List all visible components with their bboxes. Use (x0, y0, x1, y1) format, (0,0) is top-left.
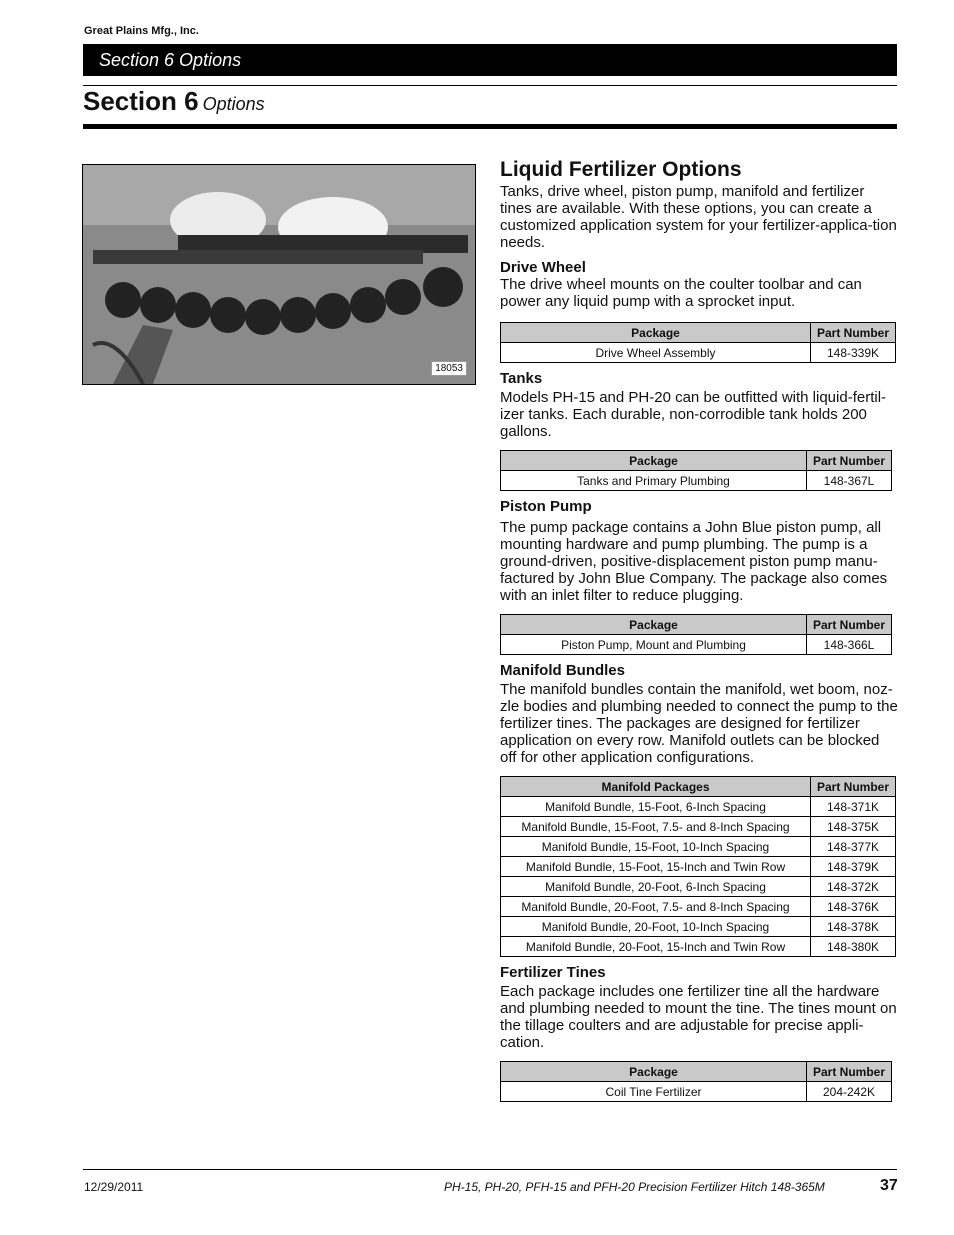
package-cell: Drive Wheel Assembly (501, 343, 811, 363)
column-header: Part Number (811, 323, 896, 343)
section-title-main: Section 6 (83, 86, 199, 116)
part-number-cell: 148-372K (811, 877, 896, 897)
part-number-cell: 148-379K (811, 857, 896, 877)
page-number: 37 (880, 1177, 898, 1194)
footer-document-title: PH-15, PH-20, PFH-15 and PFH-20 Precision Fertilizer Hitch 148-365M (444, 1180, 825, 1194)
table-row (501, 917, 896, 937)
part-number-cell: 148-339K (811, 343, 896, 363)
part-number-cell: 148-377K (811, 837, 896, 857)
part-number-cell: 148-376K (811, 897, 896, 917)
package-cell: Piston Pump, Mount and Plumbing (501, 635, 807, 655)
table-row (501, 635, 892, 655)
column-header: Part Number (807, 1062, 892, 1082)
package-cell: Manifold Bundle, 20-Foot, 10-Inch Spacing (501, 917, 811, 937)
column-header: Package (501, 615, 807, 635)
table-row (501, 877, 896, 897)
tanks-text: Models PH-15 and PH-20 can be outfitted with liquid-fertil-izer tanks. Each durable, non-corrodible tank holds 200 gallons. (500, 389, 887, 440)
table-row (501, 817, 896, 837)
table-row (501, 937, 896, 957)
drive-wheel-table (500, 322, 896, 363)
table-row (501, 837, 896, 857)
part-number-cell: 148-380K (811, 937, 896, 957)
package-cell: Tanks and Primary Plumbing (501, 471, 807, 491)
company-name: Great Plains Mfg., Inc. (84, 25, 199, 37)
package-cell: Manifold Bundle, 15-Foot, 10-Inch Spacing (501, 837, 811, 857)
content-column (500, 158, 898, 1102)
column-header: Part Number (811, 777, 896, 797)
part-number-cell: 204-242K (807, 1082, 892, 1102)
drive-wheel-heading: Drive Wheel (500, 259, 586, 276)
piston-pump-text: The pump package contains a John Blue piston pump, all mounting hardware and pump plumbing. The pump is a ground-driven, positive-displacement piston pump manu-factured by John Blue Company. The package also comes with an inlet filter to reduce plugging. (500, 519, 888, 604)
table-row (501, 897, 896, 917)
footer-date: 12/29/2011 (84, 1180, 144, 1194)
column-header: Part Number (807, 615, 892, 635)
table-row (501, 857, 896, 877)
part-number-cell: 148-367L (807, 471, 892, 491)
footer-rule (83, 1169, 897, 1170)
table-row (501, 797, 896, 817)
column-header: Manifold Packages (501, 777, 811, 797)
table-row (501, 1082, 892, 1102)
table-row (501, 343, 896, 363)
column-header: Package (501, 1062, 807, 1082)
tanks-table (500, 450, 892, 491)
part-number-cell: 148-378K (811, 917, 896, 937)
package-cell: Manifold Bundle, 15-Foot, 7.5- and 8-Inch Spacing (501, 817, 811, 837)
package-cell: Manifold Bundle, 20-Foot, 6-Inch Spacing (501, 877, 811, 897)
manifold-heading: Manifold Bundles (500, 662, 625, 679)
tanks-heading: Tanks (500, 370, 543, 387)
table-row (501, 471, 892, 491)
equipment-photo (82, 164, 476, 385)
manifold-text: The manifold bundles contain the manifold, wet boom, noz-zle bodies and plumbing needed to connect the pump to the fertilizer tines. The packages are designed for fertilizer application on every row. Manifold outlets can be blocked off for other application configurations. (500, 681, 898, 766)
manifold-table (500, 776, 896, 957)
fertilizer-tines-heading: Fertilizer Tines (500, 964, 606, 981)
package-cell: Manifold Bundle, 15-Foot, 6-Inch Spacing (501, 797, 811, 817)
drive-wheel-text: The drive wheel mounts on the coulter toolbar and can power any liquid pump with a sprocket input. (500, 276, 862, 310)
package-cell: Manifold Bundle, 20-Foot, 7.5- and 8-Inch Spacing (501, 897, 811, 917)
package-cell: Manifold Bundle, 15-Foot, 15-Inch and Twin Row (501, 857, 811, 877)
package-cell: Manifold Bundle, 20-Foot, 15-Inch and Twin Row (501, 937, 811, 957)
fertilizer-tines-text: Each package includes one fertilizer tine all the hardware and plumbing needed to mount the tine. The tines mount on the tillage coulters and are adjustable for precise appli-cation. (500, 983, 897, 1051)
part-number-cell: 148-375K (811, 817, 896, 837)
section-header-bar: Section 6 Options (83, 44, 897, 76)
piston-pump-table (500, 614, 892, 655)
intro-text: Tanks, drive wheel, piston pump, manifold and fertilizer tines are available. With these options, you can create a customized application system for your fertilizer-applica-tion needs. (500, 183, 897, 251)
piston-pump-heading: Piston Pump (500, 498, 592, 515)
content-title: Liquid Fertilizer Options (500, 158, 742, 181)
section-title-sub: Options (202, 94, 265, 114)
part-number-cell: 148-366L (807, 635, 892, 655)
section-title-rule (83, 124, 897, 129)
column-header: Package (501, 451, 807, 471)
part-number-cell: 148-371K (811, 797, 896, 817)
package-cell: Coil Tine Fertilizer (501, 1082, 807, 1102)
equipment-photo-illustration (83, 165, 475, 384)
figure-number: 18053 (431, 361, 467, 376)
section-title (83, 86, 265, 117)
column-header: Package (501, 323, 811, 343)
column-header: Part Number (807, 451, 892, 471)
fertilizer-tines-table (500, 1061, 892, 1102)
